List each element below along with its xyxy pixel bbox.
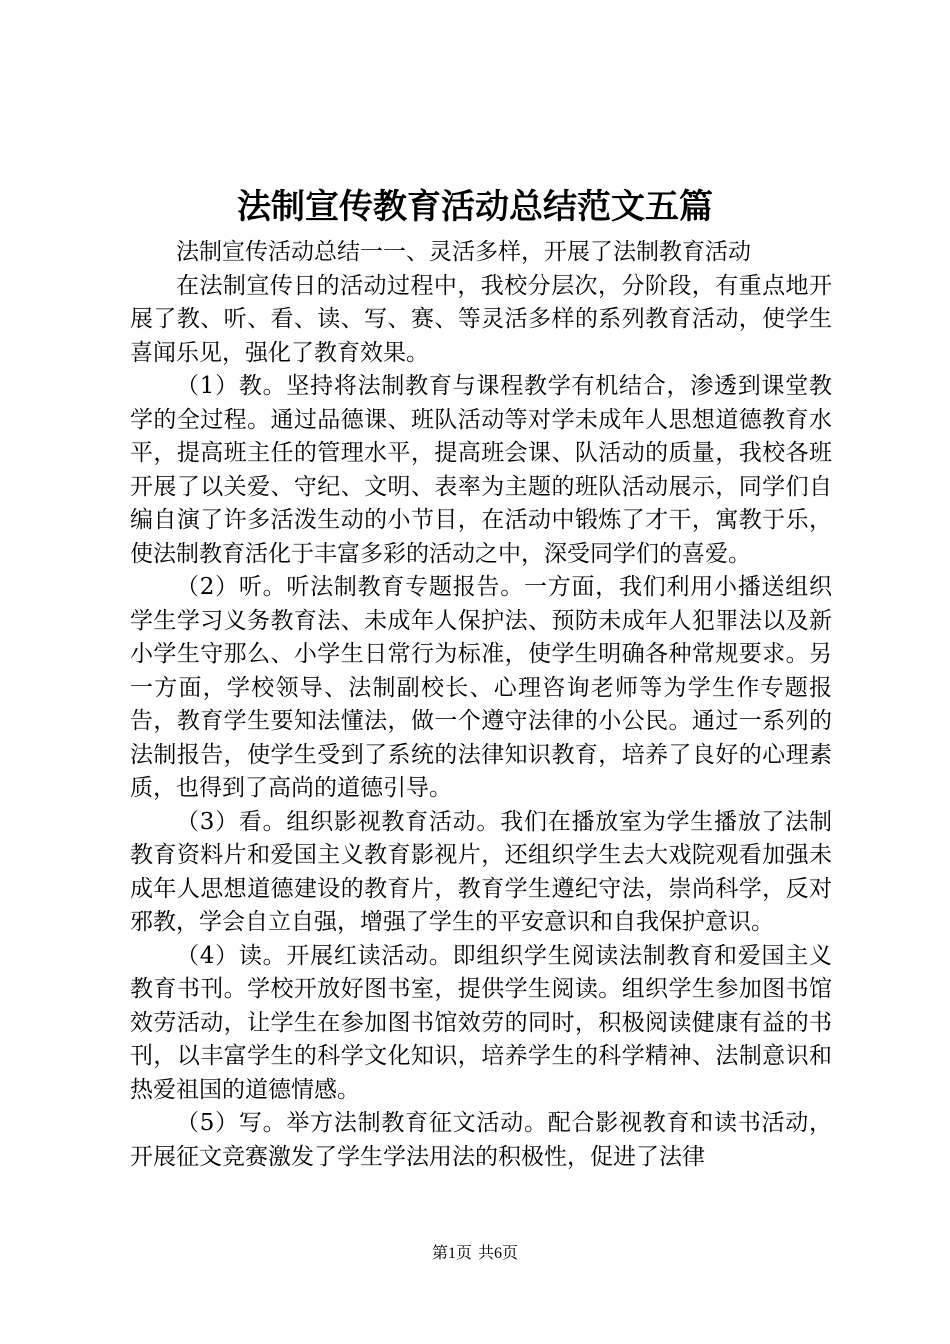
page-number: 第1页 [431,1245,472,1262]
paragraph-write: （5）写。举方法制教育征文活动。配合影视教育和读书活动，开展征文竞赛激发了学生学法用法的积极性，促进了法律 [130,1110,832,1170]
page-footer [0,1244,950,1264]
document-body [130,236,832,1174]
paragraph-read: （4）读。开展红读活动。即组织学生阅读法制教育和爱国主义教育书刊。学校开放好图书室，提供学生阅读。组织学生参加图书馆效劳活动，让学生在参加图书馆效劳的同时，积极阅读健康有益的书刊，以丰富学生的科学文化知识，培养学生的科学精神、法制意识和热爱祖国的道德情感。 [130,942,832,1103]
document-title: 法制宣传教育活动总结范文五篇 [237,187,713,227]
paragraph-intro: 在法制宣传日的活动过程中，我校分层次，分阶段，有重点地开展了教、听、看、读、写、赛、等灵活多样的系列教育活动，使学生喜闻乐见，强化了教育效果。 [130,272,832,366]
paragraph-listen: （2）听。听法制教育专题报告。一方面，我们利用小播送组织学生学习义务教育法、未成年人保护法、预防未成年人犯罪法以及新小学生守那么、小学生日常行为标准，使学生明确各种常规要求。另一方面，学校领导、法制副校长、心理咨询老师等为学生作专题报告，教育学生要知法懂法，做一个遵守法律的小公民。通过一系列的法制报告，使学生受到了系统的法律知识教育，培养了良好的心理素质，也得到了高尚的道德引导。 [130,574,832,801]
page-total: 共6页 [478,1245,519,1262]
paragraph-watch: （3）看。组织影视教育活动。我们在播放室为学生播放了法制教育资料片和爱国主义教育影视片，还组织学生去大戏院观看加强未成年人思想道德建设的教育片，教育学生遵纪守法，崇尚科学，反对邪教，学会自立自强，增强了学生的平安意识和自我保护意识。 [130,808,832,935]
paragraph-subtitle: 法制宣传活动总结一一、灵活多样，开展了法制教育活动 [176,239,751,265]
paragraph-teach: （1）教。坚持将法制教育与课程教学有机结合，渗透到课堂教学的全过程。通过品德课、班队活动等对学未成年人思想道德教育水平，提高班主任的管理水平，提高班会课、队活动的质量，我校各班开展了以关爱、守纪、文明、表率为主题的班队活动展示，同学们自编自演了许多活泼生动的小节目，在活动中锻炼了才干，寓教于乐，使法制教育活化于丰富多彩的活动之中，深受同学们的喜爱。 [130,373,832,567]
